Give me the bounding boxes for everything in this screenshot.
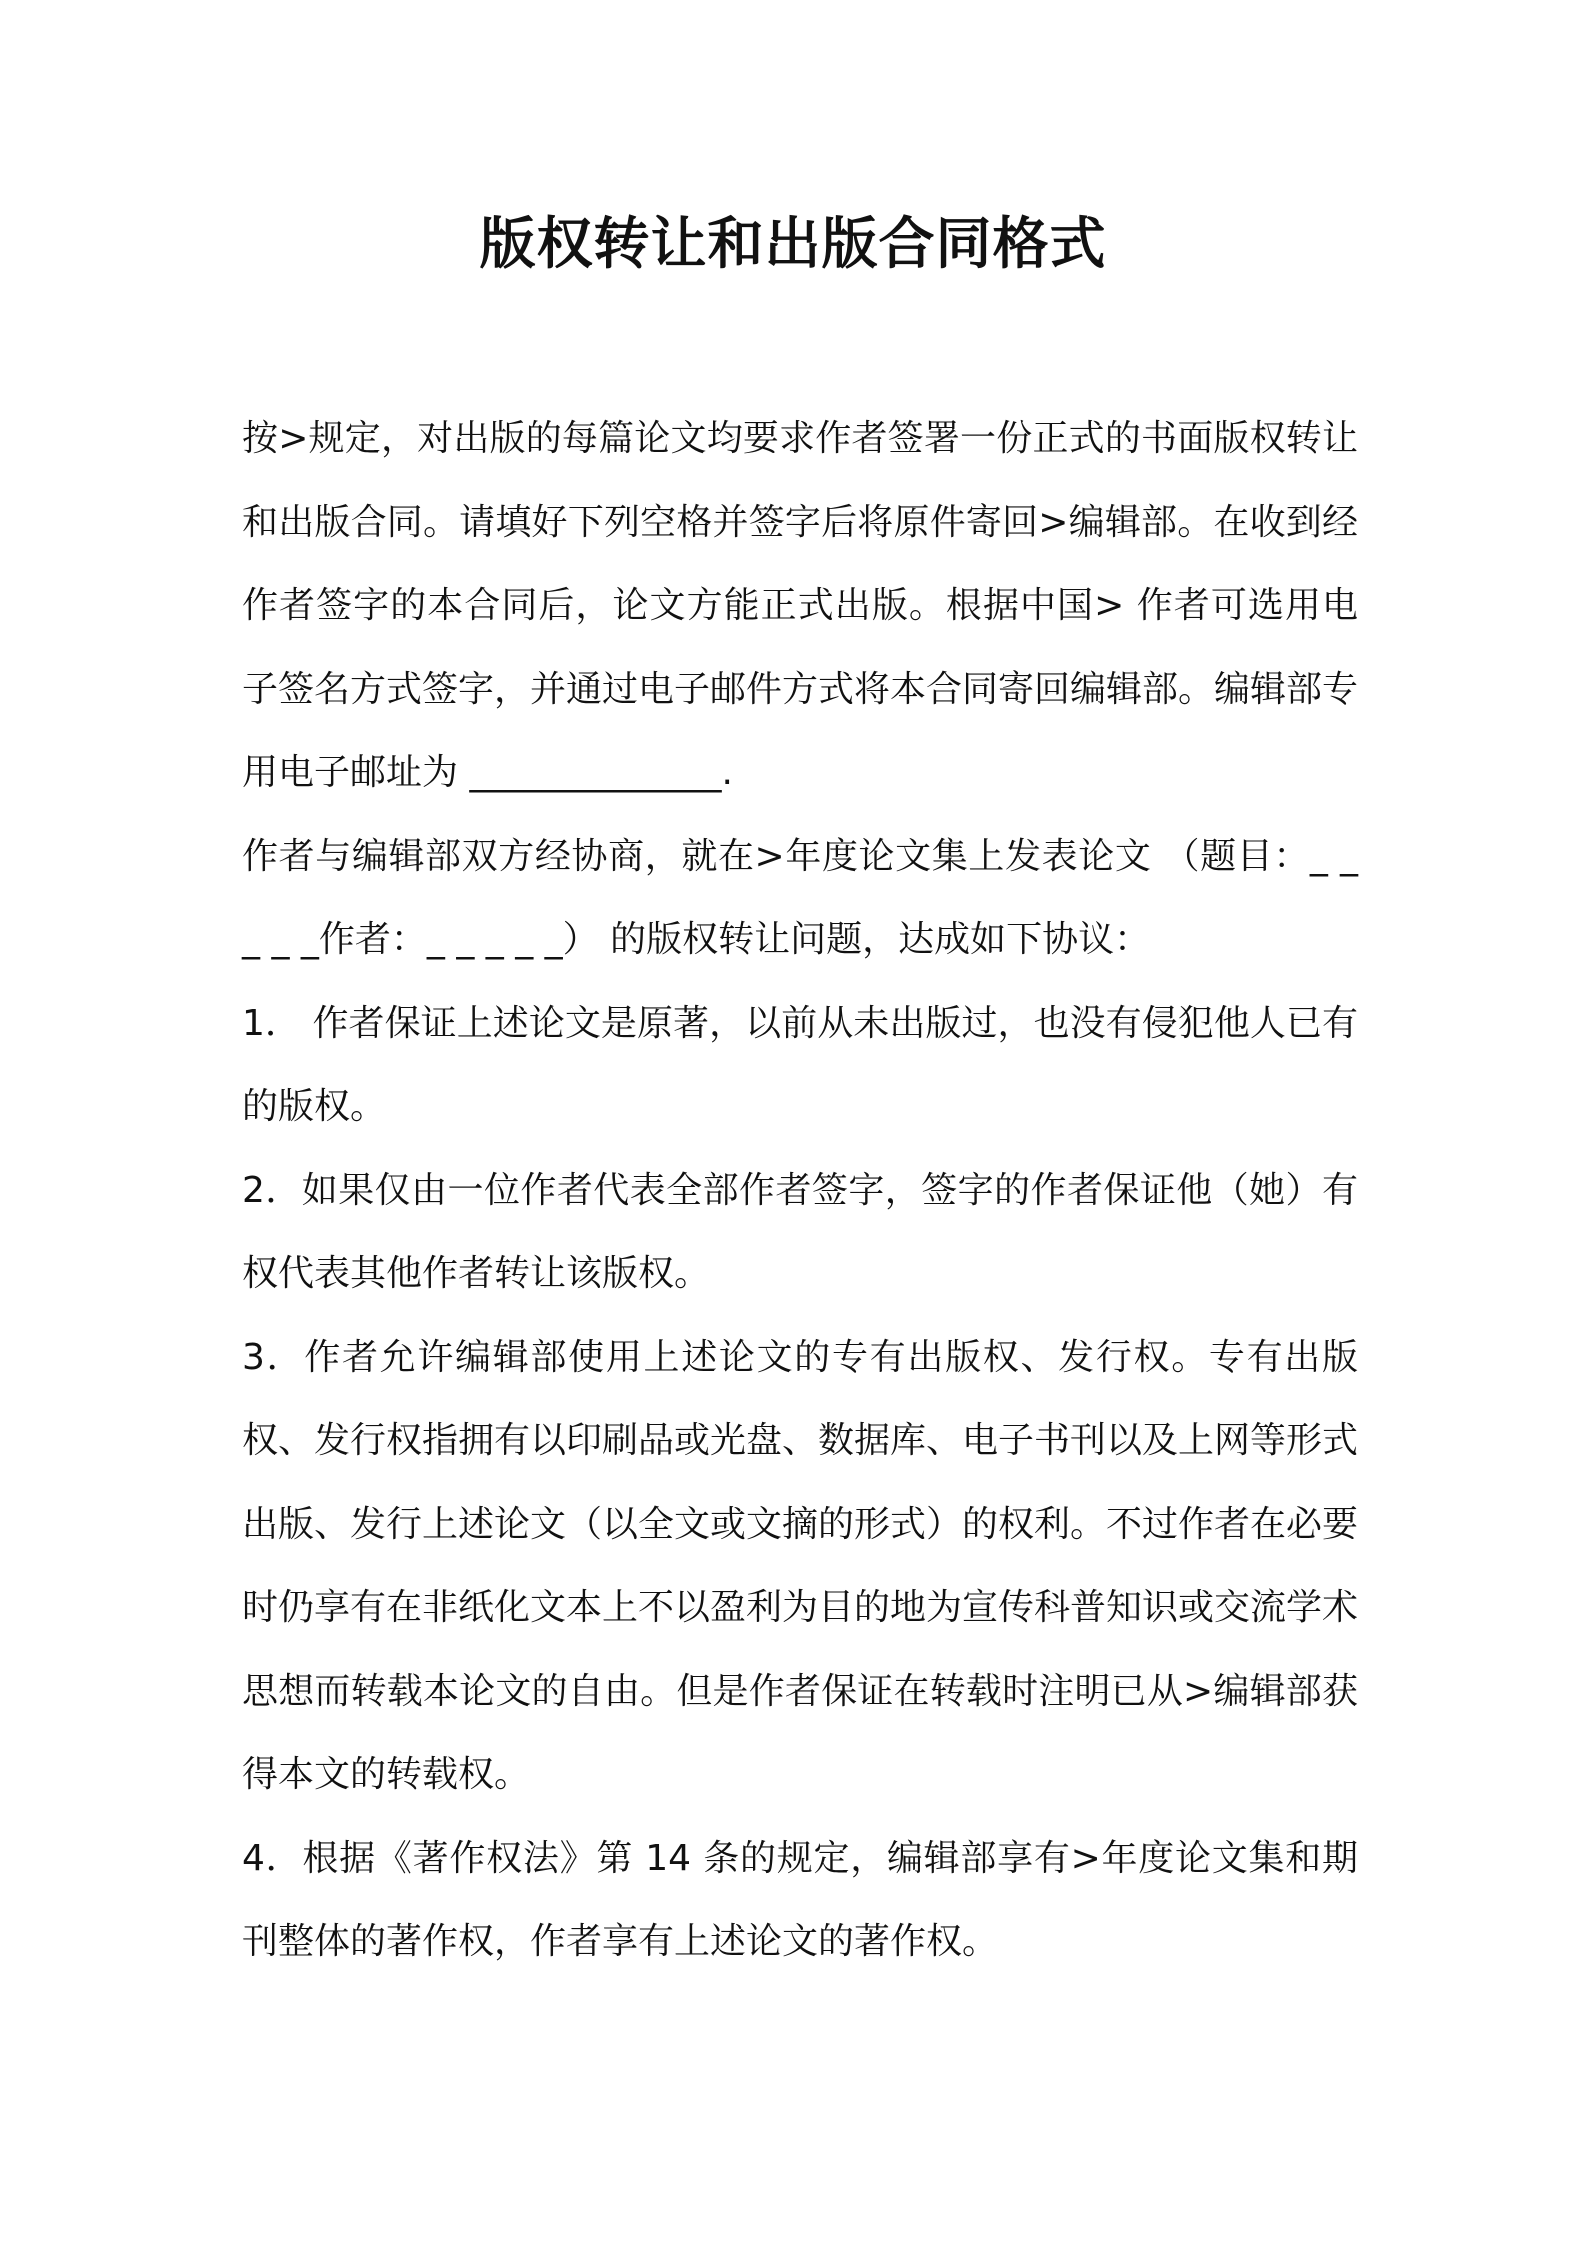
document-body (242, 397, 1358, 1984)
clause-1: 1． 作者保证上述论文是原著，以前从未出版过，也没有侵犯他人已有的版权。 (242, 1002, 1358, 1127)
document-title: 版权转让和出版合同格式 (479, 212, 1107, 277)
clause-2: 2．如果仅由一位作者代表全部作者签字，签字的作者保证他（她）有权代表其他作者转让该版权。 (242, 1169, 1358, 1294)
clause-4: 4．根据《著作权法》第 14 条的规定，编辑部享有>年度论文集和期刊整体的著作权，作者享有上述论文的著作权。 (242, 1837, 1358, 1962)
paragraph-intro: 按>规定，对出版的每篇论文均要求作者签署一份正式的书面版权转让和出版合同。请填好下列空格并签字后将原件寄回>编辑部。在收到经作者签字的本合同后，论文方能正式出版。根据中国> 作者可选用电子签名方式签字，并通过电子邮件方式将本合同寄回编辑部。编辑部专用电子邮址为 ______________. (242, 418, 1359, 793)
paragraph-agreement: 作者与编辑部双方经协商，就在>年度论文集上发表论文 （题目：_ _ _ _ _作者：_ _ _ _ _） 的版权转让问题，达成如下协议： (242, 835, 1358, 960)
clause-3: 3．作者允许编辑部使用上述论文的专有出版权、发行权。专有出版权、发行权指拥有以印刷品或光盘、数据库、电子书刊以及上网等形式出版、发行上述论文（以全文或文摘的形式）的权利。不过作者在必要时仍享有在非纸化文本上不以盈利为目的地为宣传科普知识或交流学术思想而转载本论文的自由。但是作者保证在转载时注明已从>编辑部获得本文的转载权。 (242, 1336, 1359, 1795)
